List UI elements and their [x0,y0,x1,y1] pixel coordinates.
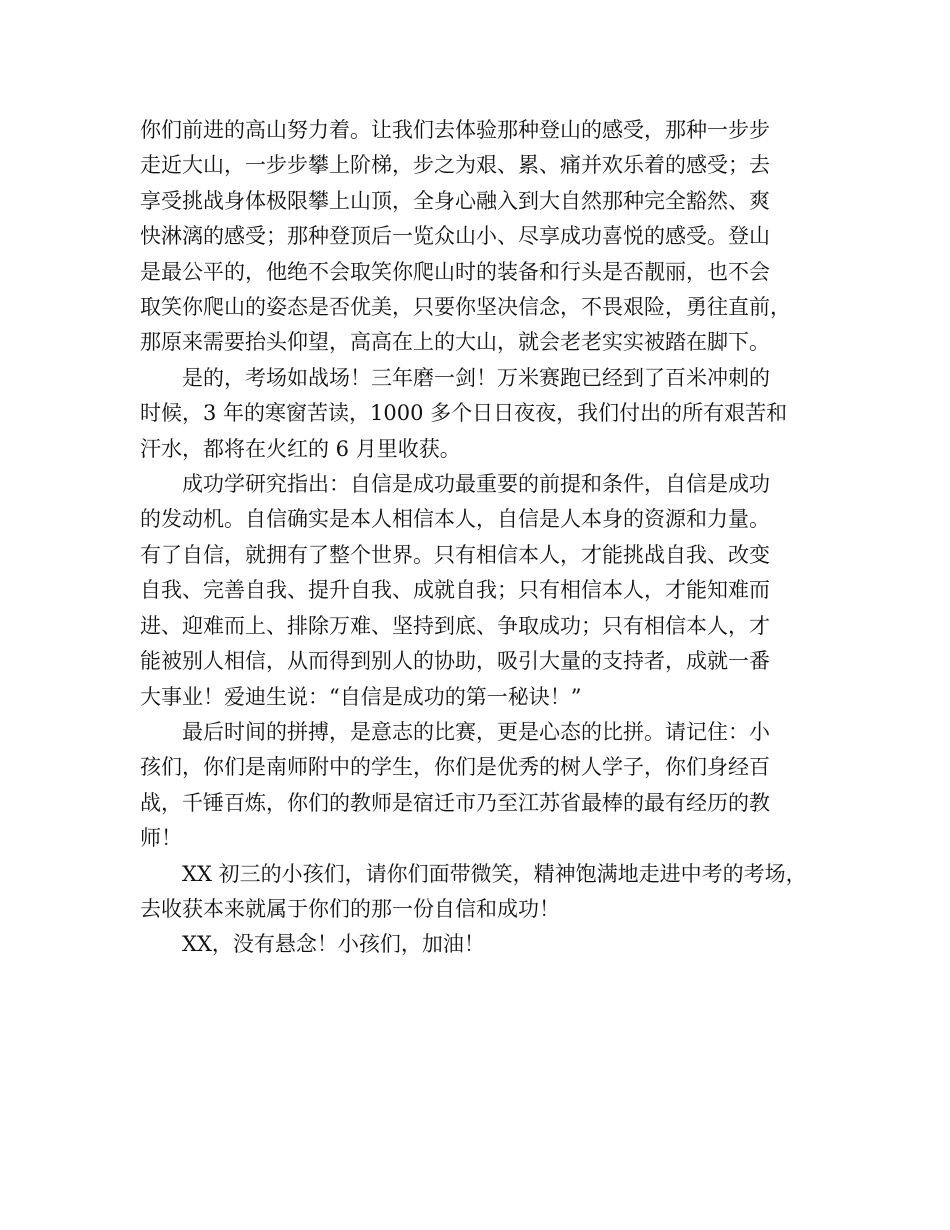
text-line: 是的，考场如战场！三年磨一剑！万米赛跑已经到了百米冲刺的 [182,365,770,390]
document-body [140,113,840,963]
text-line: XX 初三的小孩们，请你们面带微笑，精神饱满地走进中考的考场， [182,861,807,886]
text-line: 快淋漓的感受；那种登顶后一览众山小、尽享成功喜悦的感受。登山 [140,224,770,249]
text-line: 去收获本来就属于你们的那一份自信和成功！ [140,896,560,921]
text-line: 的发动机。自信确实是本人相信本人，自信是人本身的资源和力量。 [140,507,770,532]
paragraph-closing [140,927,840,962]
text-line: 走近大山，一步步攀上阶梯，步之为艰、累、痛并欢乐着的感受；去 [140,153,770,178]
paragraph-self-confidence [140,467,840,715]
paragraph-final-effort [140,715,840,857]
text-line: 时候，3 年的寒窗苦读，1000 多个日日夜夜，我们付出的所有艰苦和 [140,401,788,426]
text-line: 能被别人相信，从而得到别人的协助，吸引大量的支持者，成就一番 [140,649,770,674]
text-line: 师！ [140,826,182,851]
text-line: XX，没有悬念！小孩们，加油！ [182,932,485,957]
paragraph-mountain-climbing [140,113,840,361]
text-line: 你们前进的高山努力着。让我们去体验那种登山的感受，那种一步步 [140,118,770,142]
text-line: 享受挑战身体极限攀上山顶，全身心融入到大自然那种完全豁然、爽 [140,188,770,213]
text-line: 大事业！爱迪生说：“自信是成功的第一秘诀！” [140,684,582,709]
text-line: 有了自信，就拥有了整个世界。只有相信本人，才能挑战自我、改变 [140,542,770,567]
text-line: 战，千锤百炼，你们的教师是宿迁市乃至江苏省最棒的最有经历的教 [140,790,770,815]
paragraph-exam-battlefield [140,361,840,467]
text-line: 成功学研究指出：自信是成功最重要的前提和条件，自信是成功 [182,472,770,497]
text-line: 那原来需要抬头仰望，高高在上的大山，就会老老实实被踏在脚下。 [140,330,770,355]
text-line: 取笑你爬山的姿态是否优美，只要你坚决信念，不畏艰险，勇往直前， [140,295,791,320]
text-line: 汗水，都将在火红的 6 月里收获。 [140,436,461,461]
text-line: 孩们，你们是南师附中的学生，你们是优秀的树人学子，你们身经百 [140,755,770,780]
text-line: 自我、完善自我、提升自我、成就自我；只有相信本人，才能知难而 [140,578,770,603]
text-line: 是最公平的，他绝不会取笑你爬山时的装备和行头是否靓丽，也不会 [140,259,770,284]
text-line: 最后时间的拼搏，是意志的比赛，更是心态的比拼。请记住：小 [182,719,770,744]
paragraph-exam-encouragement [140,857,840,928]
text-line: 进、迎难而上、排除万难、坚持到底、争取成功；只有相信本人，才 [140,613,770,638]
